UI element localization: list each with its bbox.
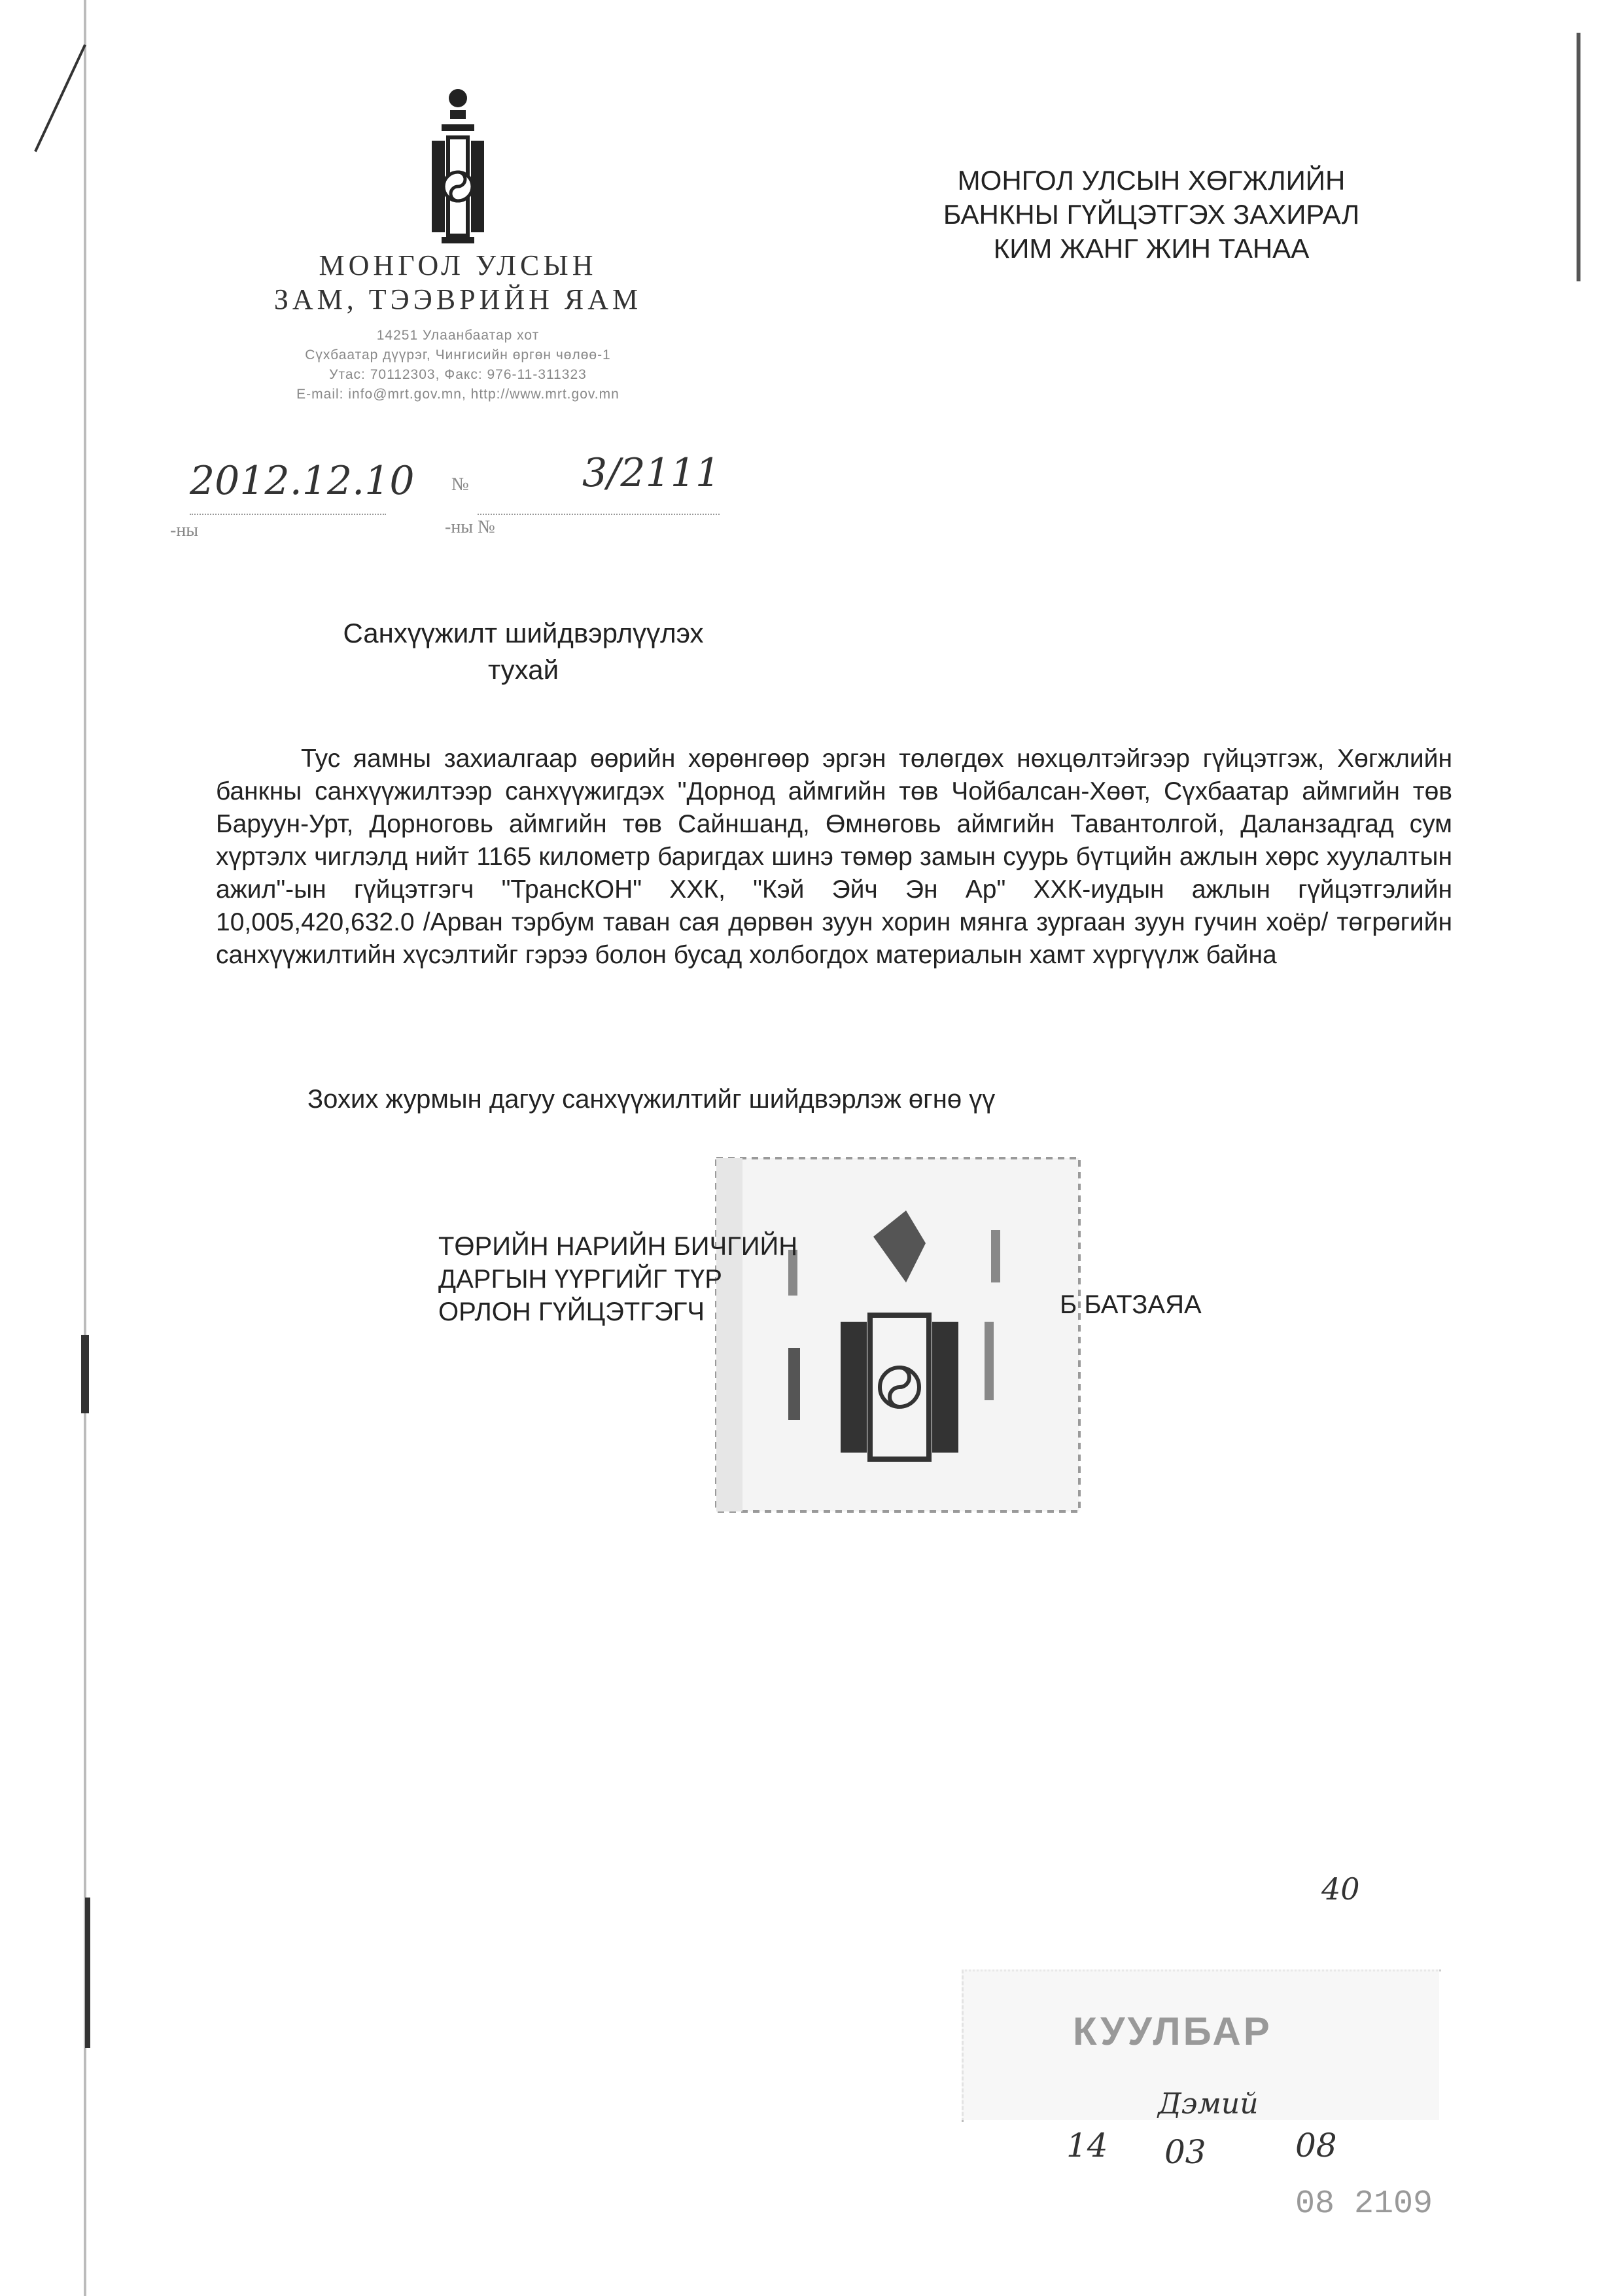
receipt-reg-number: 08 2109: [1295, 2185, 1433, 2223]
receipt-office: КУУЛБАР: [1073, 2009, 1272, 2053]
closing-request: Зохих журмын дагуу санхүүжилтийг шийдвэрлэж өгнө үү: [307, 1085, 996, 1114]
date-caption: -ны: [170, 520, 199, 540]
scan-left-notch-1: [81, 1335, 89, 1413]
seal-graphic: [710, 1152, 1089, 1518]
state-soyombo-emblem: [412, 79, 504, 249]
recipient-block: [890, 164, 1413, 266]
signer-title-line3: ОРЛОН ГҮЙЦЭТГЭГЧ: [438, 1298, 705, 1326]
official-seal-stamp: [710, 1152, 1089, 1521]
recipient-line1: МОНГОЛ УЛСЫН ХӨГЖЛИЙН: [957, 165, 1346, 196]
subject-block: [288, 615, 759, 688]
number-underline: [478, 514, 720, 515]
page-number: 40: [1321, 1871, 1360, 1907]
org-name-line1: МОНГОЛ УЛСЫН: [319, 249, 597, 281]
address-line1: 14251 Улаанбаатар хот: [376, 328, 540, 343]
signer-title-line2: ДАРГЫН ҮҮРГИЙГ ТҮР: [438, 1265, 722, 1294]
signature-block: [438, 1230, 797, 1328]
scan-right-edge: [1577, 33, 1580, 281]
receipt-month: 03: [1164, 2133, 1206, 2171]
recipient-line3: КИМ ЖАНГ ЖИН ТАНАА: [993, 233, 1310, 264]
signer-name: Б БАТЗАЯА: [1060, 1290, 1202, 1319]
receipt-handwritten-word: Дэмий: [1158, 2087, 1259, 2121]
recipient-line2: БАНКНЫ ГҮЙЦЭТГЭХ ЗАХИРАЛ: [943, 199, 1360, 230]
number-sign: №: [451, 474, 469, 495]
scan-left-notch-2: [85, 1898, 90, 2048]
signer-title-line1: ТӨРИЙН НАРИЙН БИЧГИЙН: [438, 1232, 798, 1261]
reference-line: [170, 450, 778, 540]
letter-date: 2012.12.10: [190, 458, 415, 504]
letterhead: [196, 79, 720, 404]
address-line3: Утас: 70112303, Факс: 976-11-311323: [329, 367, 587, 382]
letter-number: 3/2111: [582, 450, 721, 496]
address-line4: E-mail: info@mrt.gov.mn, http://www.mrt.gov.mn: [296, 387, 620, 402]
address-line2: Сүхбаатар дүүрэг, Чингисийн өргөн чөлөө-1: [305, 347, 611, 362]
ref-caption: -ны №: [445, 517, 495, 537]
receipt-year: 08: [1295, 2127, 1337, 2164]
body-paragraph: Тус яамны захиалгаар өөрийн хөрөнгөөр эргэн төлөгдөх нөхцөлтэйгээр гүйцэтгэж, Хөгжлийн банкны санхүүжилтээр санхүүжигдэх "Дорнод аймгийн төв Чойбалсан-Хөөт, Сүхбаатар аймгийн төв Баруун-Урт, Дорноговь аймгийн төв Сайншанд, Өмнөговь аймгийн Тавантолгой, Даланзадгад сум хүртэлх чиглэлд нийт 1165 километр баригдах шинэ төмөр замын суурь бүтцийн ажлын хөрс хуулалтын ажил"-ын гүйцэтгэгч "ТрансКОН" ХХК, "Кэй Эйч Эн Ар" ХХК-иудын ажлын гүйцэтгэлийн 10,005,420,632.0 /Арван тэрбум таван сая дөрвөн зуун хорин мянга зургаан зуун гучин хоёр/ төгрөгийн санхүүжилтийн хүсэлтийг гэрээ болон бусад холбогдох материалын хамт хүргүүлж байна: [216, 745, 1452, 969]
date-underline: [190, 514, 386, 515]
receipt-day: 14: [1066, 2127, 1108, 2164]
subject-line2: тухай: [487, 654, 559, 685]
receipt-stamp: [962, 1871, 1439, 2223]
scan-top-corner-mark: [34, 44, 86, 152]
subject-line1: Санхүүжилт шийдвэрлүүлэх: [343, 618, 704, 648]
org-name-line2: ЗАМ, ТЭЭВРИЙН ЯАМ: [273, 283, 642, 315]
